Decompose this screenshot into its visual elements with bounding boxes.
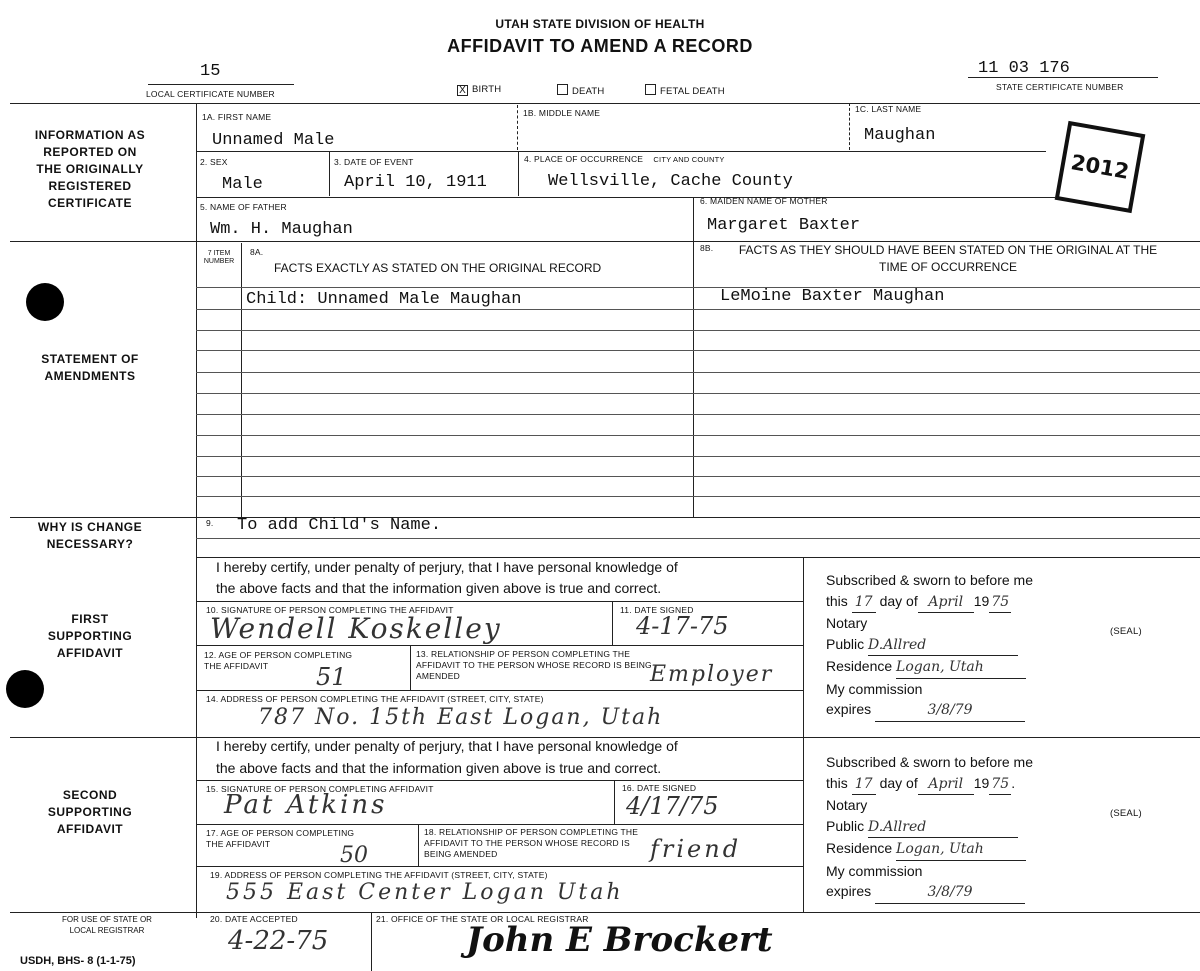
addr1-value: 787 No. 15th East Logan, Utah bbox=[258, 705, 664, 730]
agency-name: UTAH STATE DIVISION OF HEALTH bbox=[495, 17, 705, 31]
why-value: To add Child's Name. bbox=[237, 516, 442, 535]
office-label: 21. OFFICE OF THE STATE OR LOCAL REGISTRAR bbox=[376, 914, 589, 924]
section-amendments-label: STATEMENT OF AMENDMENTS bbox=[41, 352, 139, 383]
section-registrar-label: FOR USE OF STATE OR LOCAL REGISTRAR bbox=[62, 915, 152, 935]
notary1-public: Public D.Allred bbox=[826, 634, 1033, 657]
notary1-sworn: Subscribed & sworn to before me bbox=[826, 572, 1033, 588]
notary2-commission: My commission bbox=[826, 862, 923, 879]
sig1-label: 10. SIGNATURE OF PERSON COMPLETING THE AFFIDAVIT bbox=[206, 605, 454, 615]
second-certify-line2: the above facts and that the information given above is true and correct. bbox=[216, 760, 662, 776]
checkbox-death[interactable]: DEATH bbox=[557, 84, 605, 97]
sig2-value: Pat Atkins bbox=[224, 790, 388, 820]
addr1-label: 14. ADDRESS OF PERSON COMPLETING THE AFFIDAVIT (STREET, CITY, STATE) bbox=[206, 694, 544, 704]
age2-label: 17. AGE OF PERSON COMPLETING THE AFFIDAVIT bbox=[206, 828, 355, 849]
item-number-label: 7 ITEM NUMBER bbox=[203, 250, 235, 265]
notary1-date: this 17 day of April 19 75 bbox=[826, 591, 1033, 614]
last-name-label: 1C. LAST NAME bbox=[855, 104, 922, 114]
date1-value: 4-17-75 bbox=[636, 612, 729, 640]
registrar-signature: John E Brockert bbox=[466, 920, 773, 960]
checkbox-birth[interactable]: X BIRTH bbox=[457, 84, 501, 96]
first-name-label: 1A. FIRST NAME bbox=[202, 112, 272, 122]
sex-label: 2. SEX bbox=[200, 157, 228, 167]
notary1-commission: My commission bbox=[826, 680, 923, 697]
form-id: USDH, BHS- 8 (1-1-75) bbox=[20, 955, 136, 967]
first-certify-line2: the above facts and that the information given above is true and correct. bbox=[216, 580, 662, 596]
place-label: 4. PLACE OF OCCURRENCE CITY AND COUNTY bbox=[524, 154, 725, 164]
seal1-label: (SEAL) bbox=[1110, 626, 1142, 637]
father-label: 5. NAME OF FATHER bbox=[200, 202, 287, 212]
place-value: Wellsville, Cache County bbox=[548, 172, 793, 191]
state-cert-label: STATE CERTIFICATE NUMBER bbox=[996, 82, 1124, 92]
age2-value: 50 bbox=[340, 843, 368, 868]
rel1-label: 13. RELATIONSHIP OF PERSON COMPLETING THE AFFIDAVIT TO THE PERSON WHOSE RECORD IS BEING AMENDED bbox=[416, 649, 652, 681]
amend-row1-corrected: LeMoine Baxter Maughan bbox=[720, 287, 945, 306]
date-of-event-label: 3. DATE OF EVENT bbox=[334, 157, 414, 167]
local-cert-label: LOCAL CERTIFICATE NUMBER bbox=[146, 89, 275, 99]
sig2-label: 15. SIGNATURE OF PERSON COMPLETING AFFIDAVIT bbox=[206, 784, 434, 794]
date2-value: 4/17/75 bbox=[626, 792, 719, 820]
notary2-public: Public D.Allred bbox=[826, 816, 1033, 839]
state-cert-value: 11 03 176 bbox=[978, 59, 1070, 78]
accepted-label: 20. DATE ACCEPTED bbox=[210, 914, 298, 924]
section-why-label: WHY IS CHANGE NECESSARY? bbox=[37, 520, 143, 551]
notary1-label: Notary bbox=[826, 615, 868, 631]
last-name-value: Maughan bbox=[864, 126, 936, 145]
seal2-label: (SEAL) bbox=[1110, 808, 1142, 819]
checkbox-fetal-death[interactable]: FETAL DEATH bbox=[645, 84, 725, 97]
local-cert-value: 15 bbox=[200, 62, 221, 81]
notary1-expires: expires 3/8/79 bbox=[826, 699, 1033, 722]
addr2-value: 555 East Center Logan Utah bbox=[226, 880, 624, 905]
accepted-value: 4-22-75 bbox=[228, 926, 329, 956]
date1-label: 11. DATE SIGNED bbox=[620, 605, 694, 615]
notary2-date: this 17 day of April 19 75 . bbox=[826, 773, 1033, 796]
notary1-residence: Residence Logan, Utah bbox=[826, 656, 1033, 679]
form-title: AFFIDAVIT TO AMEND A RECORD bbox=[447, 36, 753, 56]
section-first-label: FIRST SUPPORTING AFFIDAVIT bbox=[47, 612, 133, 660]
col-a-num: 8A. bbox=[250, 247, 264, 257]
notary2-block bbox=[826, 752, 1033, 904]
second-certify-line1: I hereby certify, under penalty of perjury, that I have personal knowledge of bbox=[216, 738, 678, 754]
date-of-event-value: April 10, 1911 bbox=[344, 173, 487, 192]
first-certify-line1: I hereby certify, under penalty of perjury, that I have personal knowledge of bbox=[216, 559, 678, 575]
registration-stamp: 2012 bbox=[1055, 121, 1146, 213]
rel1-value: Employer bbox=[650, 662, 774, 687]
section-original-label: INFORMATION AS REPORTED ON THE ORIGINALLY REGISTERED CERTIFICATE bbox=[34, 128, 146, 210]
sig1-value: Wendell Koskelley bbox=[210, 612, 502, 645]
father-value: Wm. H. Maughan bbox=[210, 220, 353, 239]
punch-hole bbox=[6, 670, 44, 708]
amend-row1-original: Child: Unnamed Male Maughan bbox=[246, 290, 522, 309]
col-b-num: 8B. bbox=[700, 243, 714, 253]
first-name-value: Unnamed Male bbox=[212, 131, 335, 150]
mother-label: 6. MAIDEN NAME OF MOTHER bbox=[700, 196, 828, 206]
notary1-block bbox=[826, 570, 1033, 722]
addr2-label: 19. ADDRESS OF PERSON COMPLETING THE AFFIDAVIT (STREET, CITY, STATE) bbox=[210, 870, 548, 880]
age1-label: 12. AGE OF PERSON COMPLETING THE AFFIDAVIT bbox=[204, 650, 353, 671]
age1-value: 51 bbox=[316, 663, 347, 691]
col-a-header: FACTS EXACTLY AS STATED ON THE ORIGINAL RECORD bbox=[274, 261, 602, 275]
middle-name-label: 1B. MIDDLE NAME bbox=[523, 108, 601, 118]
rel2-value: friend bbox=[650, 835, 742, 863]
section-second-label: SECOND SUPPORTING AFFIDAVIT bbox=[47, 788, 133, 836]
sex-value: Male bbox=[222, 175, 263, 194]
punch-hole bbox=[26, 283, 64, 321]
notary2-sworn: Subscribed & sworn to before me bbox=[826, 754, 1033, 770]
notary2-expires: expires 3/8/79 bbox=[826, 881, 1033, 904]
notary2-residence: Residence Logan, Utah bbox=[826, 838, 1033, 861]
notary2-label: Notary bbox=[826, 797, 868, 813]
mother-value: Margaret Baxter bbox=[707, 216, 861, 235]
date2-label: 16. DATE SIGNED bbox=[622, 783, 697, 793]
rel2-label: 18. RELATIONSHIP OF PERSON COMPLETING THE AFFIDAVIT TO THE PERSON WHOSE RECORD IS BEING AMENDED bbox=[424, 827, 639, 859]
why-num: 9. bbox=[206, 518, 214, 528]
col-b-header: FACTS AS THEY SHOULD HAVE BEEN STATED ON THE ORIGINAL AT THE TIME OF OCCURRENCE bbox=[738, 243, 1158, 274]
